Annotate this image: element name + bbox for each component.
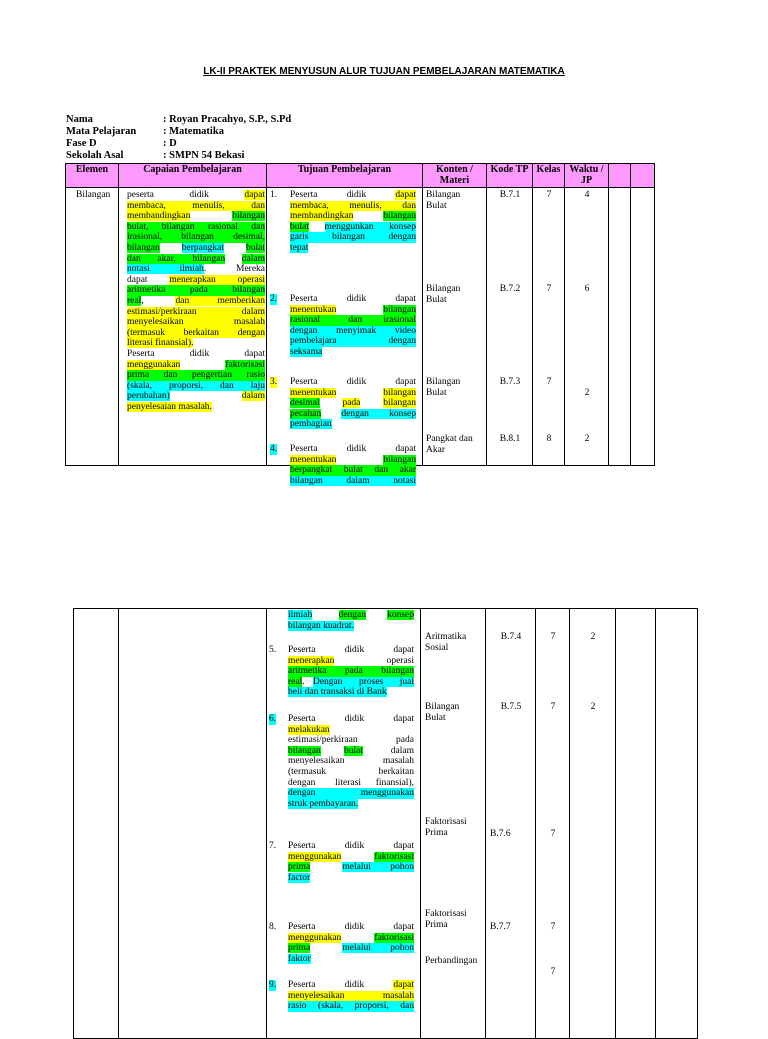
tp3-number: 3. [270, 377, 278, 387]
tp1-kode: B.7.1 [499, 190, 521, 200]
tp6-number: 6. [269, 714, 277, 724]
school-value: : SMPN 54 Bekasi [163, 150, 245, 161]
subject-label: Mata Pelajaran [66, 126, 137, 137]
phase-value: : D [163, 138, 177, 149]
tp8-kode: B.7.7 [490, 922, 511, 932]
tp1-text: Peserta didik dapat membaca, menulis, dan membandingkan bilangan bulat menggunkan konsep garis bilangan dengan tepat [290, 190, 416, 253]
cp-cell-continued [119, 609, 267, 1039]
tp9-text: Peserta didik dapat menyelesaikan masalah rasio (skala, proporsi, dan [288, 980, 414, 1012]
empty-cell-1 [616, 609, 656, 1039]
tp4-kelas: 8 [546, 434, 552, 444]
tp1-kelas: 7 [546, 190, 552, 200]
tp5-number: 5. [269, 645, 277, 655]
tp4-text-continued: ilmiah dengan konsep bilangan kuadrat. [288, 610, 415, 631]
tp8-konten: Faktorisasi Prima [425, 909, 467, 930]
element-name: Bilangan [76, 190, 111, 200]
header-capaian: Capaian Pembelajaran [119, 164, 267, 188]
tp7-kode: B.7.6 [490, 829, 511, 839]
tp5-kode: B.7.4 [500, 632, 522, 642]
tp3-kelas: 7 [546, 377, 552, 387]
tp4-text: Peserta didik dapat menentukan bilangan berpangkat bulat dan akar bilangan dalam notasi [290, 444, 416, 486]
document-title: LK-II PRAKTEK MENYUSUN ALUR TUJUAN PEMBELAJARAN MATEMATIKA [203, 66, 565, 77]
tp1-number: 1. [270, 190, 278, 200]
header-elemen: Elemen [66, 164, 119, 188]
tp6-kelas: 7 [550, 702, 556, 712]
tp5-konten: Aritmatika Sosial [425, 632, 467, 653]
header-empty-2 [631, 164, 655, 188]
empty-cell-2 [631, 188, 655, 466]
header-konten: Konten / Materi [423, 164, 487, 188]
tp7-text: Peserta didik dapat menggunakan faktorisasi prima melalui pohon factor [288, 841, 415, 883]
tp1-waktu: 4 [584, 190, 590, 200]
tp6-kode: B.7.5 [500, 702, 522, 712]
learning-objectives-table [65, 163, 655, 486]
header-tujuan: Tujuan Pembelajaran [267, 164, 423, 188]
header-empty-1 [609, 164, 631, 188]
tp8-text: Peserta didik dapat menggunakan faktorisasi prima melalui pohon faktor [288, 922, 415, 964]
subject-value: : Matematika [163, 126, 224, 137]
tp6-text: Peserta didik dapat melakukan estimasi/perkiraan pada bilangan bulat dalam menyelesaikan masalah (termasuk berkaitan dengan literasi finansial), dengan menggunakan struk pembayaran. [288, 714, 415, 809]
tp3-kode: B.7.3 [499, 377, 521, 387]
tp3-waktu: 2 [584, 388, 590, 398]
tp4-waktu: 2 [584, 434, 590, 444]
empty-cell-1 [609, 188, 631, 466]
tp8-number: 8. [269, 922, 277, 932]
tp6-waktu: 2 [590, 702, 596, 712]
tp9-konten: Perbandingan [425, 956, 478, 966]
tp5-waktu: 2 [590, 632, 596, 642]
tp4-konten: Pangkat dan Akar [426, 434, 473, 455]
tp7-kelas: 7 [550, 829, 556, 839]
tp2-text: Peserta didik dapat menentukan bilangan rasional dan irasional dengan menyimak video pembelajara dengan seksama [290, 294, 416, 357]
tp4-kode: B.8.1 [499, 434, 521, 444]
tp8-kelas: 7 [550, 922, 556, 932]
table-row [66, 188, 655, 466]
tp9-number: 9. [269, 980, 277, 990]
tp3-text: Peserta didik dapat menentukan bilangan desimal pada bilangan pecahan dengan konsep pembagian [290, 377, 416, 430]
table-row [74, 609, 698, 1039]
header-kode: Kode TP [487, 164, 533, 188]
header-kelas: Kelas [533, 164, 565, 188]
tp2-waktu: 6 [584, 284, 590, 294]
tp9-kelas: 7 [550, 967, 556, 977]
tp7-konten: Faktorisasi Prima [425, 817, 467, 838]
tp1-konten: Bilangan Bulat [426, 190, 461, 211]
phase-label: Fase D [66, 138, 97, 149]
tp5-text: Peserta didik dapat menerapkan operasi aritmetika pada bilangan real. Dengan proses jual beli dan transaksi di Bank [288, 645, 414, 698]
school-label: Sekolah Asal [66, 150, 124, 161]
table-header-row [66, 164, 655, 188]
element-cell-continued [74, 609, 119, 1039]
tp2-number: 2. [270, 294, 278, 304]
tp5-kelas: 7 [550, 632, 556, 642]
name-value: : Royan Pracahyo, S.P., S.Pd [163, 114, 292, 125]
cp-text: peserta didik dapat membaca, menulis, dan membandingkan bilangan bulat, bilangan rasional dan irasional, bilangan desimal, bilangan berpangkat bulat dan akar, bilangan dalam notasi ilmiah. Mereka dapat menerapkan operasi aritmetika pada bilangan real, dan memberikan estimasi/perkiraan dalam menyelesaikan masalah (termasuk berkaitan dengan literasi finansial). Peserta didik dapat menggunakan faktorisasi prima dan pengertian rasio (skala, proporsi, dan laju perubahan) dalam penyelesaian masalah. [127, 190, 266, 412]
name-label: Nama [66, 114, 93, 125]
tp7-number: 7. [269, 841, 277, 851]
tp2-kelas: 7 [546, 284, 552, 294]
header-waktu: Waktu / JP [565, 164, 609, 188]
tp2-konten: Bilangan Bulat [426, 284, 461, 305]
tp2-kode: B.7.2 [499, 284, 521, 294]
tp4-number: 4. [270, 444, 278, 454]
tp6-konten: Bilangan Bulat [425, 702, 460, 723]
tp3-konten: Bilangan Bulat [426, 377, 461, 398]
learning-objectives-table-continued [73, 608, 698, 1039]
empty-cell-2 [656, 609, 698, 1039]
